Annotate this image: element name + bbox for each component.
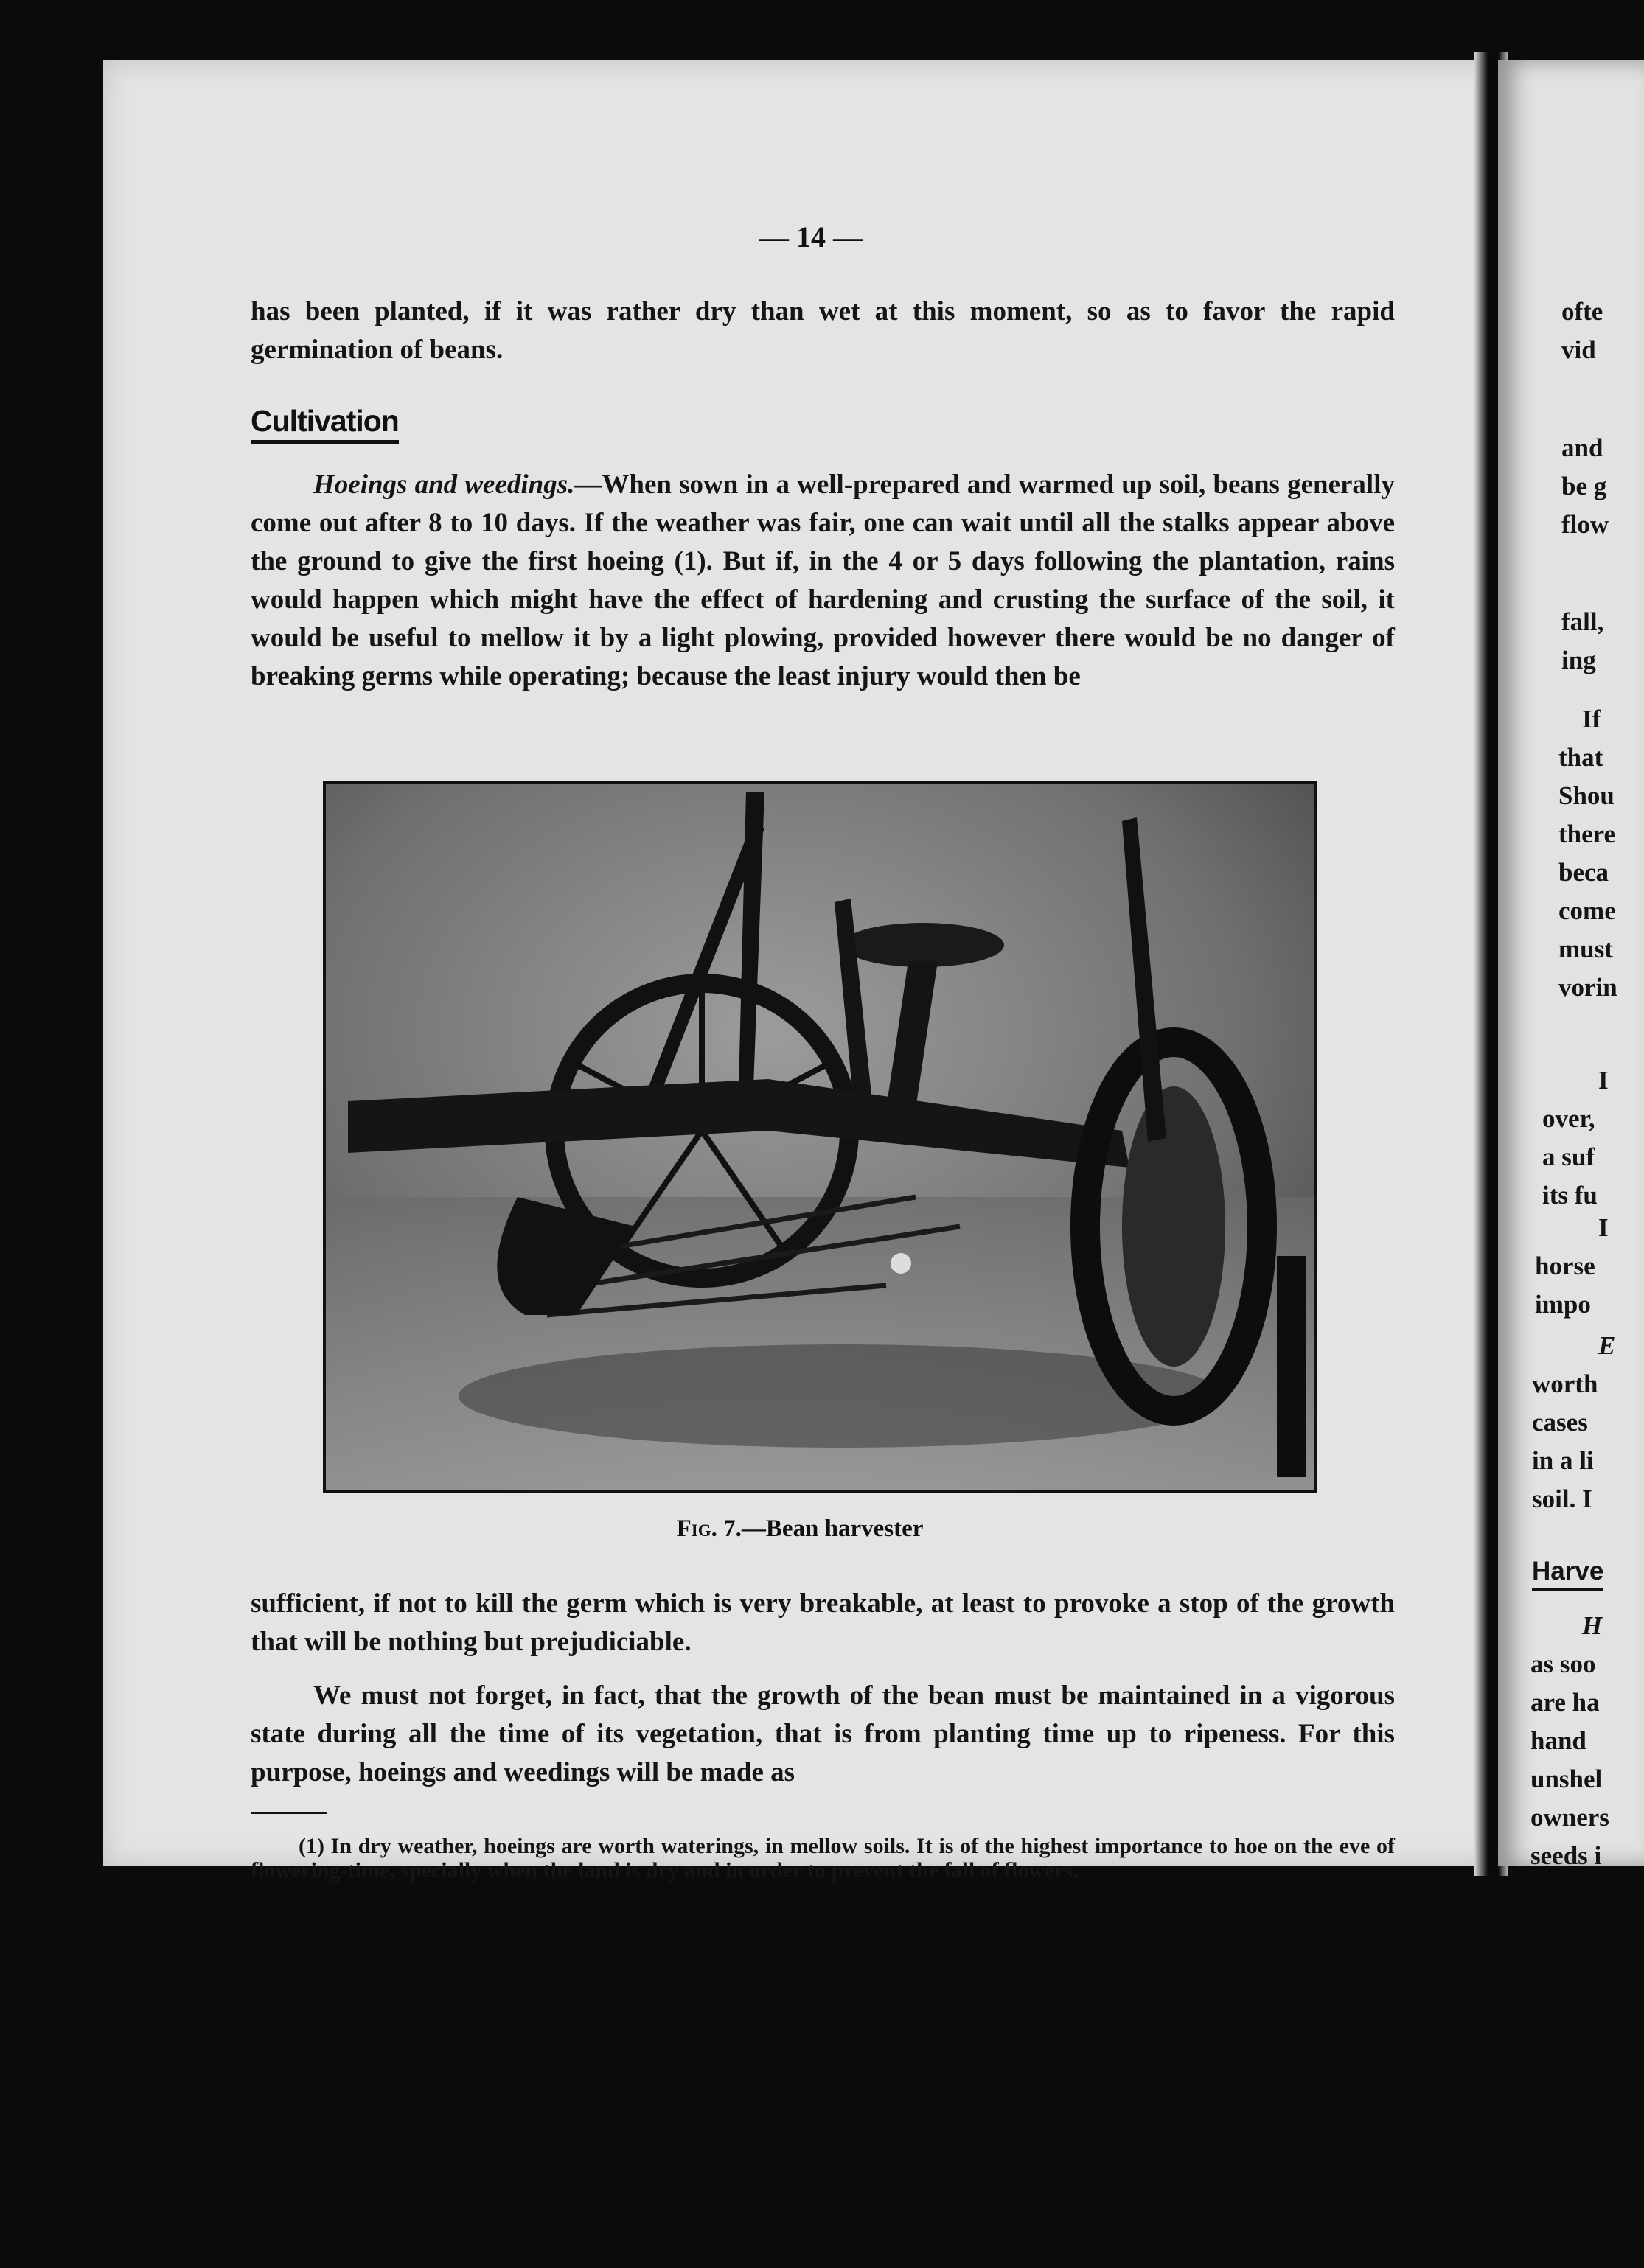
right-page-fragment: must (1558, 935, 1613, 963)
figure-caption (0, 1515, 1622, 1543)
right-page-fragment: horse (1535, 1252, 1595, 1280)
paragraph-1 (251, 466, 1395, 696)
right-page-fragment: I (1598, 1066, 1609, 1095)
right-page-fragment: and (1561, 433, 1603, 462)
paragraph-3-text: We must not forget, in fact, that the growth of the bean must be maintained in a vigorous state during all the time of its vegetation, that is from planting time up to ripeness. For this purpose, hoeings and weedings will be made as (251, 1681, 1395, 1787)
right-page-fragment: E (1598, 1331, 1616, 1360)
right-page-fragment: its fu (1542, 1181, 1598, 1210)
right-page-fragment: come (1558, 896, 1616, 925)
right-page-fragment: I (1598, 1213, 1609, 1242)
intro-text: has been planted, if it was rather dry than wet at this moment, so as to favor the rapid germination of beans. (251, 296, 1395, 365)
right-page-fragment: are ha (1530, 1688, 1600, 1717)
footnote-rule (251, 1812, 327, 1814)
right-page-fragment: vid (1561, 335, 1596, 364)
paragraph-1-title: Hoeings and weedings. (313, 470, 575, 500)
right-page-fragment: Harve (1532, 1555, 1603, 1591)
right-page-fragment: ofte (1561, 297, 1603, 326)
right-page-fragment: ing (1561, 646, 1596, 674)
right-page-fragment: that (1558, 743, 1603, 772)
intro-paragraph (251, 293, 1395, 369)
right-page-fragment: impo (1535, 1290, 1591, 1319)
section-heading: Cultivation (251, 404, 399, 444)
right-page-fragment: there (1558, 820, 1616, 848)
right-page-fragment: a suf (1542, 1142, 1595, 1171)
right-page-fragment: vorin (1558, 973, 1617, 1002)
right-page-fragment: be g (1561, 472, 1607, 500)
footnote: (1) In dry weather, hoeings are worth waterings, in mellow soils. It is of the highest importance to hoe on the eve of flowering-time, specially when the land is dry and in order to prevent the fall of flowers. (251, 1834, 1395, 1883)
right-page-fragment: If (1582, 705, 1601, 733)
figure-caption-text: —Bean harvester (741, 1515, 924, 1542)
bean-harvester-photo (323, 781, 1317, 1493)
right-page-fragment: soil. I (1532, 1484, 1592, 1513)
harvester-illustration (326, 784, 1314, 1490)
right-page-fragment: flow (1561, 510, 1609, 539)
right-page-fragment: seeds i (1530, 1841, 1602, 1870)
right-page-fragment: as soo (1530, 1650, 1596, 1678)
paragraph-1-body: —When sown in a well-prepared and warmed up soil, beans generally come out after 8 to 10 days. If the weather was fair, one can wait until all the stalks appear above the ground to give the first hoeing (1). But if, in the 4 or 5 days following the plantation, rains would happen which might have the effect of hardening and crusting the surface of the soil, it would be useful to mellow it by a light plowing, provided however there would be no danger of breaking germs while operating; because the least injury would then be (251, 470, 1395, 691)
paragraph-2-text: sufficient, if not to kill the germ which is very breakable, at least to provoke a stop of the growth that will be nothing but prejudiciable. (251, 1588, 1395, 1657)
right-page-fragment: fall, (1561, 607, 1604, 636)
right-page-fragment: cases (1532, 1408, 1588, 1437)
right-page-fragment: beca (1558, 858, 1609, 887)
page-number: — 14 — (759, 220, 863, 254)
right-page-fragment: hand (1530, 1726, 1586, 1755)
figure-caption-label: Fig. 7. (676, 1515, 742, 1542)
right-page-fragment: unshel (1530, 1765, 1603, 1793)
paragraph-3 (251, 1677, 1395, 1792)
right-page-fragment: Shou (1558, 781, 1615, 810)
right-page-fragment: over, (1542, 1104, 1595, 1133)
paragraph-2 (251, 1585, 1395, 1661)
paragraph-1-text (251, 466, 1395, 696)
right-page-fragment: H (1582, 1611, 1603, 1640)
right-page-fragment: worth (1532, 1369, 1598, 1398)
right-page-fragment: in a li (1532, 1446, 1594, 1475)
right-page-fragment: owners (1530, 1803, 1609, 1832)
